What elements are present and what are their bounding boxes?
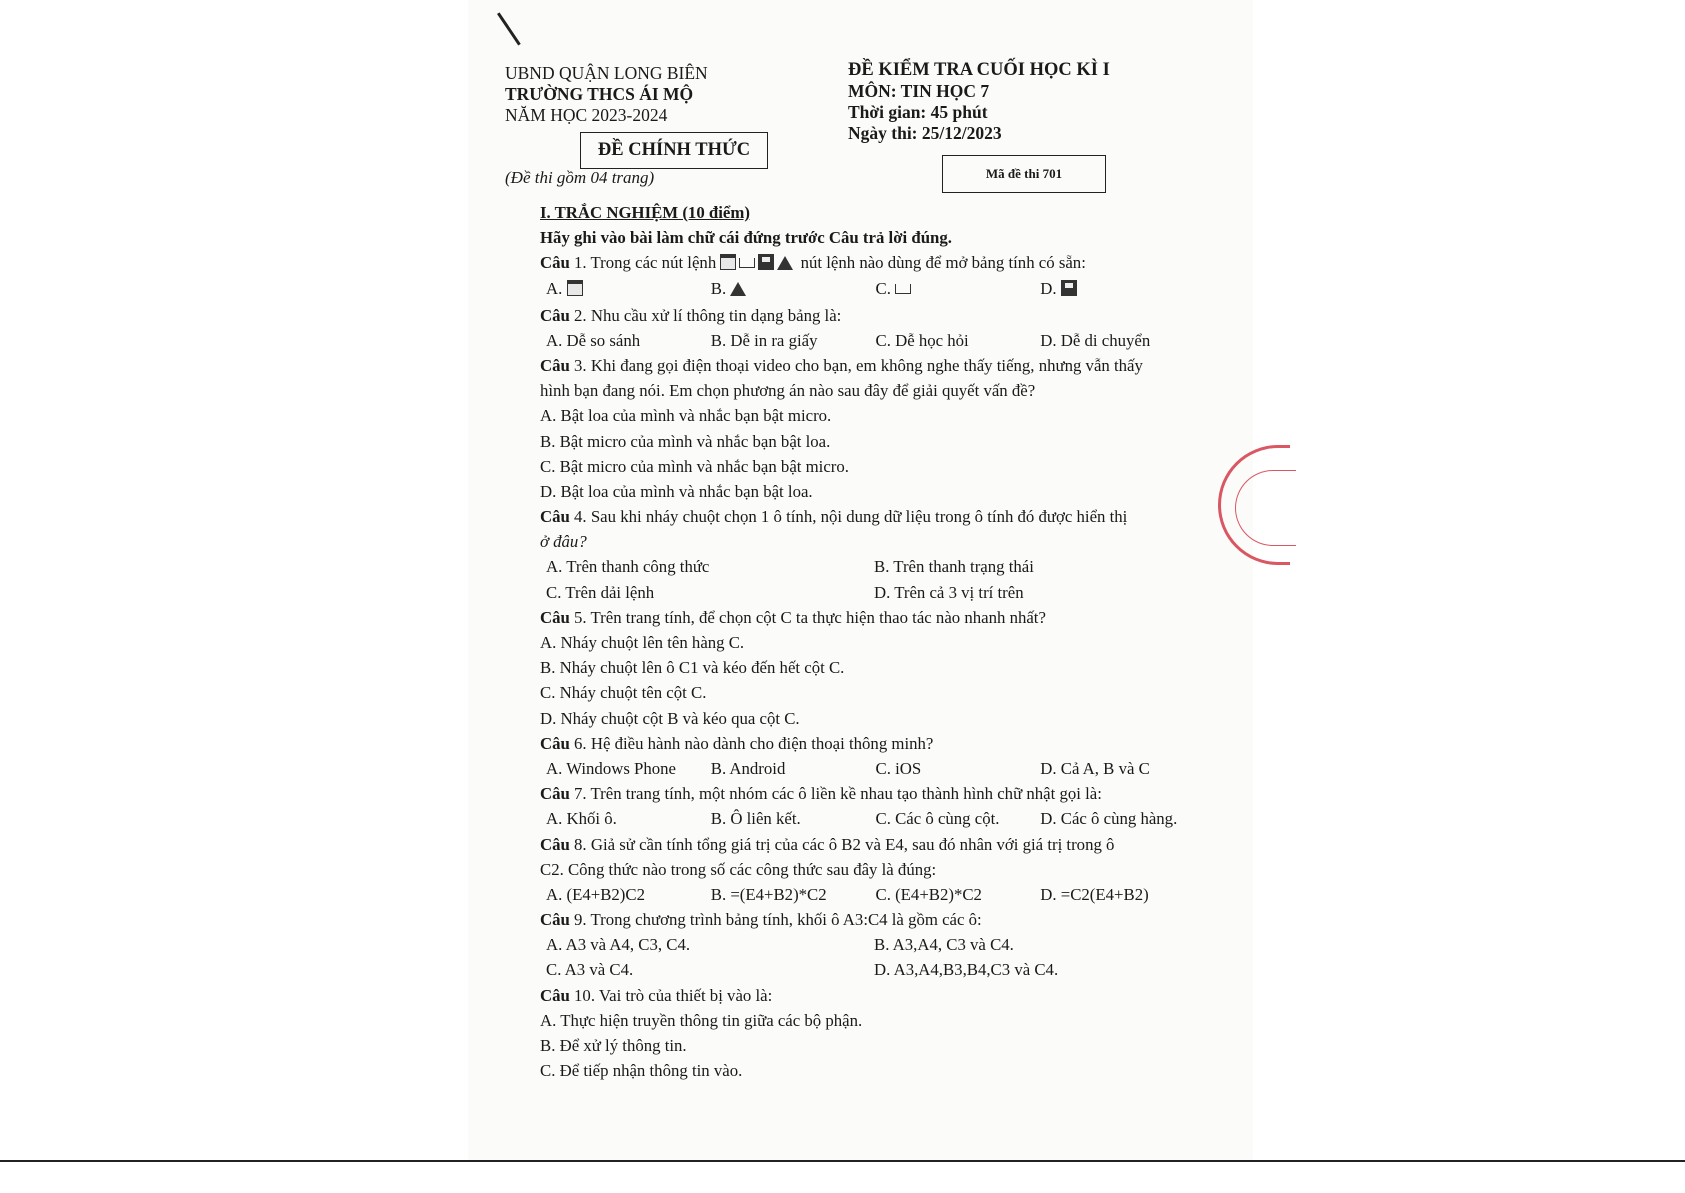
option-a: A. Khối ô. — [546, 809, 617, 829]
question-6 — [540, 731, 1205, 756]
option-b: B. Ô liên kết. — [710, 809, 801, 829]
open-icon — [720, 254, 736, 270]
question-6-options — [540, 756, 1205, 781]
option-a: A. Thực hiện truyền thông tin giữa các bộ phận. — [540, 1010, 863, 1030]
question-4-options-row1 — [540, 554, 1205, 579]
question-text: 3. Khi đang gọi điện thoại video cho bạn, em không nghe thấy tiếng, nhưng vẫn thấy — [569, 355, 1143, 375]
option-d: D. Trên cả 3 vị trí trên — [874, 582, 1024, 602]
option-d: D. Cả A, B và C — [1040, 758, 1150, 778]
section-title: I. TRẮC NGHIỆM (10 điểm) — [540, 203, 750, 222]
option-a: A. Bật loa của mình và nhắc bạn bật micro. — [540, 406, 832, 426]
option-a: A. Windows Phone — [546, 758, 677, 778]
seal-inner-ring — [1235, 470, 1296, 546]
option-letter: D. — [1040, 278, 1057, 298]
question-7 — [540, 781, 1205, 806]
option-letter: B. — [710, 278, 727, 298]
exam-time: Thời gian: 45 phút — [848, 102, 988, 122]
option-d: D. A3,A4,B3,B4,C3 và C4. — [874, 960, 1059, 980]
question-text: 6. Hệ điều hành nào dành cho điện thoại thông minh? — [569, 733, 934, 753]
option-b: B. =(E4+B2)*C2 — [710, 884, 827, 904]
question-4-options-row2 — [540, 580, 1205, 605]
question-10 — [540, 983, 1205, 1008]
print-icon — [777, 256, 793, 270]
question-8-options — [540, 882, 1205, 907]
question-label: Câu — [540, 355, 570, 375]
option-c: C. Bật micro của mình và nhắc bạn bật micro. — [540, 456, 849, 476]
option-d — [1040, 276, 1205, 303]
question-text: 7. Trên trang tính, một nhóm các ô liền kề nhau tạo thành hình chữ nhật gọi là: — [569, 784, 1102, 804]
option-b: B. Dễ in ra giấy — [710, 330, 818, 350]
option-b: B. A3,A4, C3 và C4. — [874, 935, 1014, 955]
print-icon — [730, 282, 746, 296]
question-8 — [540, 832, 1205, 857]
question-text: 1. Trong các nút lệnh — [569, 253, 721, 273]
question-label: Câu — [540, 253, 570, 273]
question-label: Câu — [540, 784, 570, 804]
question-9 — [540, 907, 1205, 932]
save-icon — [758, 254, 774, 270]
option-c: C. Các ô cùng cột. — [875, 809, 1000, 829]
option-a — [546, 276, 711, 303]
option-c: C. Nháy chuột tên cột C. — [540, 683, 707, 703]
open-icon — [567, 280, 583, 296]
option-c: C. Trên dải lệnh — [546, 582, 655, 602]
exam-subject: MÔN: TIN HỌC 7 — [848, 81, 990, 101]
district-name: UBND QUẬN LONG BIÊN — [505, 63, 708, 83]
school-name: TRƯỜNG THCS ÁI MỘ — [505, 84, 694, 104]
question-text: 5. Trên trang tính, để chọn cột C ta thực hiện thao tác nào nhanh nhất? — [569, 607, 1046, 627]
exam-date: Ngày thi: 25/12/2023 — [848, 123, 1002, 143]
option-b: B. Nháy chuột lên ô C1 và kéo đến hết cột C. — [540, 658, 845, 678]
option-d: D. Nháy chuột cột B và kéo qua cột C. — [540, 708, 800, 728]
question-2 — [540, 303, 1205, 328]
option-b: B. Trên thanh trạng thái — [874, 557, 1034, 577]
option-b — [711, 276, 876, 303]
question-2-options — [540, 328, 1205, 353]
question-9-options-row2 — [540, 957, 1205, 982]
question-label: Câu — [540, 507, 570, 527]
option-letter: C. — [875, 278, 891, 298]
option-a: A. Dễ so sánh — [546, 330, 641, 350]
question-label: Câu — [540, 985, 570, 1005]
option-a: A. A3 và A4, C3, C4. — [546, 935, 691, 955]
question-text: 4. Sau khi nháy chuột chọn 1 ô tính, nội dung dữ liệu trong ô tính đó được hiển thị — [569, 507, 1128, 527]
option-a: A. Nháy chuột lên tên hàng C. — [540, 633, 745, 652]
school-year: NĂM HỌC 2023-2024 — [505, 105, 668, 125]
question-label: Câu — [540, 607, 570, 627]
question-text: 10. Vai trò của thiết bị vào là: — [569, 985, 773, 1005]
option-d: D. Dễ di chuyển — [1040, 330, 1151, 350]
option-b: B. Để xử lý thông tin. — [540, 1036, 687, 1055]
question-label: Câu — [540, 834, 570, 854]
question-1-options — [540, 276, 1205, 303]
option-d: D. Các ô cùng hàng. — [1040, 809, 1178, 829]
question-9-options-row1 — [540, 932, 1205, 957]
question-8-cont: C2. Công thức nào trong số các công thức sau đây là đúng: — [540, 859, 937, 879]
option-c: C. A3 và C4. — [546, 960, 634, 980]
section-instruction: Hãy ghi vào bài làm chữ cái đứng trước Câu trả lời đúng. — [540, 228, 952, 248]
option-c — [876, 276, 1041, 303]
question-5 — [540, 605, 1205, 630]
option-b: B. Bật micro của mình và nhắc bạn bật loa. — [540, 431, 831, 451]
new-icon — [739, 258, 755, 268]
option-letter: A. — [546, 278, 563, 298]
question-label: Câu — [540, 305, 570, 325]
option-d: D. =C2(E4+B2) — [1040, 884, 1149, 904]
exam-title: ĐỀ KIỂM TRA CUỐI HỌC KÌ I — [848, 60, 1110, 80]
option-c: C. Dễ học hỏi — [875, 330, 969, 350]
option-a: A. Trên thanh công thức — [546, 557, 710, 577]
question-3-cont: hình bạn đang nói. Em chọn phương án nào sau đây để giải quyết vấn đề? — [540, 381, 1036, 401]
option-a: A. (E4+B2)C2 — [546, 884, 645, 904]
option-c: C. (E4+B2)*C2 — [875, 884, 982, 904]
question-7-options — [540, 806, 1205, 831]
question-text: 9. Trong chương trình bảng tính, khối ô A3:C4 là gồm các ô: — [569, 910, 982, 930]
question-1 — [540, 250, 1205, 275]
bottom-edge-bar — [0, 1160, 1685, 1193]
question-text: 8. Giả sử cần tính tổng giá trị của các ô B2 và E4, sau đó nhân với giá trị trong ô — [569, 834, 1115, 854]
option-c: C. iOS — [875, 758, 922, 778]
option-b: B. Android — [710, 758, 786, 778]
question-label: Câu — [540, 733, 570, 753]
question-text: nút lệnh nào dùng để mở bảng tính có sẵn: — [796, 253, 1086, 273]
question-4-cont: ở đâu? — [540, 532, 587, 552]
header-left — [505, 63, 708, 126]
question-4 — [540, 504, 1205, 529]
option-c: C. Để tiếp nhận thông tin vào. — [540, 1061, 743, 1081]
exam-content — [540, 200, 1205, 1083]
exam-code-box: Mã đề thi 701 — [942, 155, 1106, 193]
official-badge: ĐỀ CHÍNH THỨC — [580, 132, 768, 169]
header-right — [848, 60, 1110, 144]
pages-note: (Đề thi gồm 04 trang) — [505, 168, 655, 187]
question-label: Câu — [540, 910, 570, 930]
option-d: D. Bật loa của mình và nhắc bạn bật loa. — [540, 481, 813, 501]
save-icon — [1061, 280, 1077, 296]
question-3 — [540, 353, 1205, 378]
question-text: 2. Nhu cầu xử lí thông tin dạng bảng là: — [569, 305, 842, 325]
new-icon — [895, 284, 911, 294]
